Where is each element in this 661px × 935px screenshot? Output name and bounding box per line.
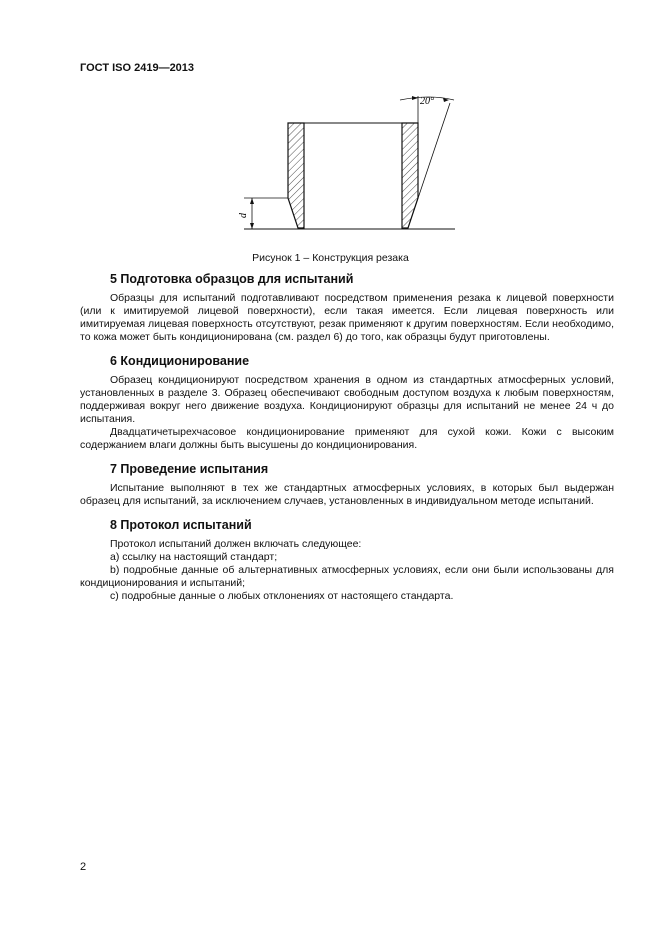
cutter-right-wall <box>402 123 418 228</box>
dimension-d-label: d <box>238 213 249 218</box>
list-item: b) подробные данные об альтернативных атмосферных условиях, если они были использованы для кондиционирования и испытаний; <box>80 564 614 589</box>
section-title: 7 Проведение испытания <box>110 462 269 476</box>
list-item: a) ссылку на настоящий стандарт; <box>110 551 278 563</box>
document-header: ГОСТ ISO 2419—2013 <box>80 62 195 74</box>
section-title: 6 Кондиционирование <box>110 354 250 368</box>
section-5 <box>80 272 614 344</box>
section-6 <box>80 354 614 452</box>
figure-caption: Рисунок 1 – Конструкция резака <box>252 252 409 264</box>
paragraph: Образец кондиционируют посредством хранения в одном из стандартных атмосферных условий, установленных в разделе 3. Образец обеспечивают свободным доступом воздуха к любым поверхностям, поддерживая вокруг него движение воздуха. Кондиционируют образцы для испытаний не менее 24 ч до испытания. <box>80 374 614 425</box>
document-body <box>80 272 614 613</box>
paragraph: Двадцатичетырехчасовое кондиционирование применяют для сухой кожи. Кожи с высоким содержанием влаги должны быть высушены до кондиционирования. <box>80 426 614 451</box>
angle-label: 20° <box>420 96 434 107</box>
section-8 <box>80 518 614 603</box>
section-title: 5 Подготовка образцов для испытаний <box>110 272 354 286</box>
cutter-figure <box>230 88 470 248</box>
list-item: c) подробные данные о любых отклонениях от настоящего стандарта. <box>110 590 454 602</box>
page-number: 2 <box>80 861 87 873</box>
section-7 <box>80 462 614 508</box>
paragraph: Образцы для испытаний подготавливают посредством применения резака к лицевой поверхности (или к имитируемой лицевой поверхности), если такая имеется. Если лицевая поверхность или имитируемая лицевая поверхность отсутствуют, резак применяют к другим поверхностям. Если необходимо, то кожа может быть кондиционирована (см. раздел 6) до того, как образцы будут приготовлены. <box>80 292 614 343</box>
paragraph: Испытание выполняют в тех же стандартных атмосферных условиях, в которых был выдержан образец для испытаний, за исключением случаев, установленных в индивидуальном методе испытаний. <box>80 482 614 507</box>
paragraph: Протокол испытаний должен включать следующее: <box>110 538 362 550</box>
cutter-left-wall <box>288 123 304 228</box>
section-title: 8 Протокол испытаний <box>110 518 252 532</box>
